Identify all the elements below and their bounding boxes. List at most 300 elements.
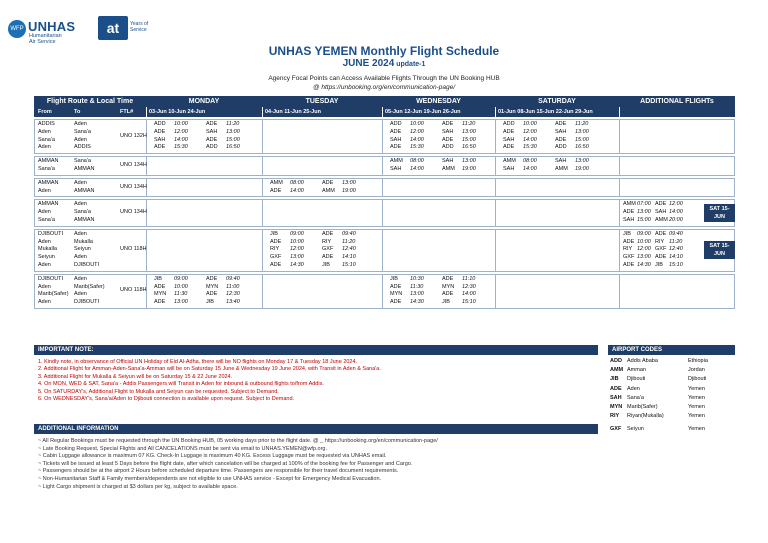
additional-leg-cell: ADE bbox=[623, 209, 635, 216]
airport-country: Ethiopia bbox=[688, 358, 708, 364]
to-header: To bbox=[74, 109, 81, 115]
flight-leg-cell: 19:00 bbox=[342, 187, 356, 194]
additional-leg-cell: 10:00 bbox=[637, 238, 651, 245]
flight-leg-cell: SAH bbox=[555, 128, 567, 135]
route-from: DJIBOUTI bbox=[38, 230, 64, 237]
additional-flight-date: SAT 22-JUN bbox=[709, 259, 730, 274]
column-divider bbox=[262, 178, 263, 198]
flight-leg-cell: 13:00 bbox=[410, 291, 424, 298]
column-divider bbox=[495, 199, 496, 226]
airport-code-row bbox=[610, 394, 735, 403]
additional-info-item: ~ Light Cargo shipment is charged at $3 dollars per kg, subject to available space. bbox=[38, 483, 238, 490]
route-from: AMMAN bbox=[38, 179, 59, 186]
column-divider bbox=[495, 119, 496, 154]
flight-leg-cell: 12:00 bbox=[523, 128, 537, 135]
route-from: Sana'a bbox=[38, 136, 55, 143]
airport-code-row bbox=[610, 366, 735, 375]
tuesday-dates: 04-Jun 11-Jun 25-Jun bbox=[265, 109, 321, 115]
additional-leg-cell: 11:20 bbox=[669, 238, 683, 245]
flight-leg-cell: 12:40 bbox=[342, 246, 356, 253]
important-note-item: 2. Additional Flight for Amman-Aden-Sana'a-Amman will be on Saturday 15 June & Wednesday 19 June 2024, with Transit in Aden & Sana'a. bbox=[38, 366, 381, 373]
update-tag: update-1 bbox=[394, 61, 426, 68]
column-divider bbox=[619, 156, 620, 176]
route-from: Seiyun bbox=[38, 254, 55, 261]
column-divider bbox=[495, 156, 496, 176]
additional-info-item: ~ Passengers should be at the airport 2 Hours before scheduled departure time. Passengers are responsible for their travel document requirements. bbox=[38, 468, 399, 475]
airport-code-row bbox=[610, 385, 735, 394]
flight-leg-cell: 14:30 bbox=[410, 299, 424, 306]
flight-leg-cell: 15:30 bbox=[410, 144, 424, 151]
flight-leg-cell: 13:00 bbox=[342, 179, 356, 186]
route-to: Sana'a bbox=[74, 128, 91, 135]
flight-leg-cell: ADE bbox=[390, 283, 402, 290]
important-note-item: 6. On WEDNESDAY's, Sana'a/Aden to Djibouti connection is available upon request. Subject to Demand. bbox=[38, 396, 295, 403]
route-to: Sana'a bbox=[74, 209, 91, 216]
route-from: Marib(Safer) bbox=[38, 291, 69, 298]
flight-leg-cell: 09:40 bbox=[226, 275, 240, 282]
additional-info-item: ~ All Regular Bookings must be requested through the UN Booking HUB, 05 working days prior to the flight date. @ _ https://unbooking.org/en/communication-page/ bbox=[38, 438, 438, 444]
route-to: Aden bbox=[74, 121, 87, 127]
column-divider bbox=[382, 119, 383, 154]
additional-leg-cell: 12:00 bbox=[637, 246, 651, 253]
flight-leg-cell: JIB bbox=[270, 230, 278, 237]
flight-leg-cell: 15:00 bbox=[462, 136, 476, 143]
route-from: Sana'a bbox=[38, 217, 55, 223]
flight-leg-cell: SAH bbox=[442, 158, 454, 165]
flight-leg-cell: 11:20 bbox=[462, 121, 476, 127]
route-from: DJIBOUTI bbox=[38, 275, 64, 282]
route-to: Aden bbox=[74, 254, 87, 261]
airport-codes-list bbox=[610, 357, 735, 439]
additional-flight-date: SAT 15-JUN bbox=[709, 206, 730, 221]
flight-leg-cell: MYN bbox=[206, 283, 219, 290]
flight-number: UNO 134H bbox=[120, 162, 147, 168]
flight-leg-cell: ADD bbox=[555, 144, 567, 151]
flight-leg-cell: ADE bbox=[206, 121, 218, 127]
additional-info-item: ~ Tickets will be issued at least 5 Days before the flight date, after which cancelation will be charged at 100% of the booking fee for Passenger and Cargo. bbox=[38, 460, 413, 467]
column-divider bbox=[262, 156, 263, 176]
column-divider bbox=[619, 199, 620, 226]
flight-leg-cell: 16:50 bbox=[226, 144, 240, 151]
saturday-dates: 01-Jun 08-Jun 15-Jun 22-Jun 29-Jun bbox=[498, 109, 593, 115]
flight-leg-cell: ADE bbox=[442, 291, 454, 298]
route-to: Marib(Safer) bbox=[74, 283, 105, 290]
additional-leg-cell: GXF bbox=[623, 254, 635, 261]
flight-leg-cell: 08:00 bbox=[523, 158, 537, 165]
flight-leg-cell: 10:00 bbox=[174, 283, 188, 290]
column-divider bbox=[262, 274, 263, 309]
saturday-header: SATURDAY bbox=[495, 96, 619, 107]
flight-leg-cell: 15:00 bbox=[575, 136, 589, 143]
column-divider bbox=[495, 178, 496, 198]
airport-name: Marib(Safer) bbox=[627, 403, 658, 410]
flight-leg-cell: 14:00 bbox=[174, 136, 188, 143]
flight-leg-cell: ADD bbox=[390, 121, 402, 127]
important-note-item: 3. Additional Flight for Mukalla & Seiyun will be on Saturday 15 & 22 June 2024. bbox=[38, 373, 233, 380]
airport-country: Djibouti bbox=[688, 376, 707, 383]
route-to: Sana'a bbox=[74, 158, 91, 165]
flight-leg-cell: MYN bbox=[390, 291, 403, 298]
flight-leg-cell: SAH bbox=[154, 136, 166, 143]
flight-leg-cell: MYN bbox=[154, 291, 167, 298]
flight-leg-cell: 14:00 bbox=[410, 166, 424, 172]
column-divider bbox=[262, 229, 263, 272]
flight-leg-cell: ADE bbox=[206, 136, 218, 143]
flight-leg-cell: 08:00 bbox=[410, 158, 424, 165]
flight-leg-cell: 11:10 bbox=[462, 275, 476, 282]
additional-leg-cell: 20:00 bbox=[669, 217, 683, 223]
airport-name: Djibouti bbox=[627, 376, 646, 383]
flight-leg-cell: 12:30 bbox=[226, 291, 240, 298]
flight-leg-cell: ADE bbox=[442, 275, 454, 282]
additional-leg-cell: 14:30 bbox=[637, 262, 651, 268]
airport-code: SAH bbox=[610, 394, 622, 401]
route-from: Sana'a bbox=[38, 166, 55, 172]
column-divider bbox=[382, 156, 383, 176]
flight-leg-cell: 09:40 bbox=[342, 230, 356, 237]
flight-leg-cell: MYN bbox=[442, 283, 455, 290]
header-separator bbox=[619, 107, 620, 117]
additional-leg-cell: RIY bbox=[623, 246, 633, 253]
route-from: Aden bbox=[38, 128, 51, 135]
airport-code-row bbox=[610, 412, 735, 421]
route-to: AMMAN bbox=[74, 187, 95, 194]
additional-leg-cell: 12:00 bbox=[669, 201, 683, 208]
flight-leg-cell: ADD bbox=[442, 144, 454, 151]
route-to: Mukalla bbox=[74, 238, 93, 245]
important-note-header: IMPORTANT NOTE: bbox=[34, 345, 598, 355]
route-from: Aden bbox=[38, 209, 51, 216]
flight-leg-cell: 10:00 bbox=[410, 121, 424, 127]
airport-code: ADE bbox=[610, 385, 622, 392]
flight-leg-cell: 12:00 bbox=[174, 128, 188, 135]
additional-leg-cell: ADE bbox=[655, 201, 667, 208]
additional-leg-cell: 13:00 bbox=[637, 254, 651, 261]
additional-leg-cell: ADE bbox=[655, 254, 667, 261]
flight-number: UNO 134H bbox=[120, 209, 147, 216]
important-note-item: 1. Kindly note, in observance of Official UN Holiday of Eid Al-Adha, there will be NO flights on Monday 17 & Tuesday 18 June 2024. bbox=[38, 359, 358, 365]
additional-leg-cell: 12:40 bbox=[669, 246, 683, 253]
route-from: Mukalla bbox=[38, 246, 57, 253]
route-from: Aden bbox=[38, 262, 51, 268]
column-divider bbox=[619, 119, 620, 154]
route-to: Aden bbox=[74, 291, 87, 298]
flight-leg-cell: ADE bbox=[270, 238, 282, 245]
additional-leg-cell: ADE bbox=[623, 238, 635, 245]
route-to: Aden bbox=[74, 201, 87, 208]
flight-leg-cell: 09:00 bbox=[174, 275, 188, 282]
flight-leg-cell: 12:00 bbox=[410, 128, 424, 135]
flight-leg-cell: SAH bbox=[503, 136, 515, 143]
flight-leg-cell: ADE bbox=[390, 128, 402, 135]
flight-leg-cell: JIB bbox=[206, 299, 214, 306]
airport-code: AMM bbox=[610, 367, 624, 374]
flight-leg-cell: ADE bbox=[555, 121, 567, 127]
tuesday-header: TUESDAY bbox=[262, 96, 382, 107]
additional-info-header: ADDITIONAL INFORMATION bbox=[34, 424, 598, 434]
airport-code: GXF bbox=[610, 426, 622, 433]
route-to: DJIBOUTI bbox=[74, 262, 100, 268]
route-to: Aden bbox=[74, 179, 87, 186]
flight-leg-cell: 13:00 bbox=[226, 128, 240, 135]
at20-logo: at 20 bbox=[98, 16, 128, 40]
additional-info-list bbox=[38, 438, 598, 491]
flight-leg-cell: GXF bbox=[270, 254, 282, 261]
flight-leg-cell: 13:00 bbox=[290, 254, 304, 261]
flight-leg-cell: 15:30 bbox=[174, 144, 188, 151]
flight-number: UNO 132H bbox=[120, 132, 147, 139]
flight-leg-cell: JIB bbox=[390, 275, 398, 282]
column-divider bbox=[262, 199, 263, 226]
additional-info-item: ~ Cabin Luggage allowance is maximum 07 KG. Check-In Luggage is maximum 40 KG. Excess Luggage must be requested via UNHAS email. bbox=[38, 453, 387, 460]
airport-country: Yemen bbox=[688, 426, 705, 433]
booking-hub-note: Agency Focal Points can Access Available Flights Through the UN Booking HUB bbox=[268, 75, 500, 82]
flight-leg-cell: 14:00 bbox=[410, 136, 424, 143]
route-from: Aden bbox=[38, 283, 51, 290]
flight-leg-cell: 11:30 bbox=[174, 291, 188, 298]
additional-leg-cell: JIB bbox=[655, 262, 663, 268]
airport-code: MYN bbox=[610, 403, 623, 410]
header-separator bbox=[146, 107, 147, 117]
airport-code-row bbox=[610, 403, 735, 412]
header-separator bbox=[262, 107, 263, 117]
airport-name: Riyan(Mukalla) bbox=[627, 413, 664, 420]
flight-leg-cell: ADE bbox=[270, 187, 282, 194]
column-divider bbox=[619, 178, 620, 198]
flight-leg-cell: ADE bbox=[206, 291, 218, 298]
flight-leg-cell: ADE bbox=[390, 144, 402, 151]
from-header: From bbox=[38, 109, 52, 115]
additional-leg-cell: 09:40 bbox=[669, 230, 683, 237]
flight-leg-cell: ADE bbox=[390, 299, 402, 306]
airport-code: ADD bbox=[610, 358, 622, 364]
route-from: Aden bbox=[38, 187, 51, 194]
flight-leg-cell: 19:00 bbox=[462, 166, 476, 172]
flight-leg-cell: 13:00 bbox=[174, 299, 188, 306]
airport-country: Jordan bbox=[688, 367, 705, 374]
column-divider bbox=[382, 178, 383, 198]
flight-leg-cell: ADE bbox=[322, 230, 334, 237]
flight-leg-cell: SAH bbox=[555, 158, 567, 165]
page-title: UNHAS YEMEN Monthly Flight Schedule bbox=[268, 44, 500, 58]
flight-leg-cell: 14:10 bbox=[342, 254, 356, 261]
route-from: AMMAN bbox=[38, 201, 59, 208]
flight-leg-cell: 10:00 bbox=[523, 121, 537, 127]
route-from: ADDIS bbox=[38, 121, 55, 127]
flight-leg-cell: 13:00 bbox=[462, 128, 476, 135]
flight-leg-cell: 10:00 bbox=[290, 238, 304, 245]
at20-logo-caption: Years of Service bbox=[130, 21, 149, 33]
airport-name: Amman bbox=[627, 367, 646, 374]
additional-flight-date: SAT 15-JUN bbox=[709, 243, 730, 258]
flight-leg-cell: 08:00 bbox=[290, 179, 304, 186]
flight-leg-cell: 15:30 bbox=[523, 144, 537, 151]
additional-leg-cell: ADE bbox=[623, 262, 635, 268]
column-divider bbox=[619, 274, 620, 309]
airport-code-row bbox=[610, 357, 735, 366]
additional-leg-cell: AMM bbox=[655, 217, 668, 223]
flight-leg-cell: AMM bbox=[322, 187, 335, 194]
additional-leg-cell: 15:00 bbox=[637, 217, 651, 223]
airport-name: Seiyun bbox=[627, 426, 644, 433]
route-to: AMMAN bbox=[74, 217, 95, 223]
route-to: Aden bbox=[74, 275, 87, 282]
flight-leg-cell: AMM bbox=[270, 179, 283, 186]
route-to: Aden bbox=[74, 136, 87, 143]
flight-leg-cell: ADD bbox=[206, 144, 218, 151]
route-to: Aden bbox=[74, 230, 87, 237]
route-from: Aden bbox=[38, 299, 51, 306]
flight-leg-cell: ADD bbox=[503, 121, 515, 127]
additional-leg-cell: AMM bbox=[623, 201, 636, 208]
flight-leg-cell: ADE bbox=[206, 275, 218, 282]
unhas-logo: UNHAS bbox=[28, 19, 76, 34]
additional-leg-cell: GXF bbox=[655, 246, 667, 253]
additional-leg-cell: 09:00 bbox=[637, 230, 651, 237]
additional-leg-cell: SAH bbox=[655, 209, 667, 216]
flight-leg-cell: 11:30 bbox=[410, 283, 424, 290]
additional-leg-cell: RIY bbox=[655, 238, 665, 245]
flight-leg-cell: 14:00 bbox=[290, 187, 304, 194]
additional-leg-cell: 14:10 bbox=[669, 254, 683, 261]
flight-leg-cell: ADE bbox=[154, 299, 166, 306]
flight-leg-cell: 16:50 bbox=[462, 144, 476, 151]
flight-leg-cell: 09:00 bbox=[290, 230, 304, 237]
important-note-list bbox=[38, 359, 598, 403]
airport-code-row bbox=[610, 421, 735, 439]
flight-leg-cell: 14:00 bbox=[523, 166, 537, 172]
wednesday-header: WEDNESDAY bbox=[382, 96, 495, 107]
wednesday-dates: 05-Jun 12-Jun 19-Jun 26-Jun bbox=[385, 109, 461, 115]
route-to: DJIBOUTI bbox=[74, 299, 100, 306]
flight-number: UNO 134H bbox=[120, 183, 147, 190]
airport-code: RIY bbox=[610, 413, 620, 420]
flight-leg-cell: SAH bbox=[390, 166, 402, 172]
column-divider bbox=[382, 274, 383, 309]
flight-leg-cell: JIB bbox=[322, 262, 330, 268]
flight-leg-cell: ADE bbox=[154, 283, 166, 290]
flight-leg-cell: ADE bbox=[154, 144, 166, 151]
header-separator bbox=[495, 107, 496, 117]
route-to: ADDIS bbox=[74, 144, 91, 151]
route-from: Aden bbox=[38, 238, 51, 245]
flight-leg-cell: 14:00 bbox=[462, 291, 476, 298]
airport-name: Sana'a bbox=[627, 394, 644, 401]
flight-leg-cell: 11:20 bbox=[226, 121, 240, 127]
flight-leg-cell: RIY bbox=[270, 246, 280, 253]
route-to: Seiyun bbox=[74, 246, 91, 253]
schedule-table bbox=[34, 96, 735, 320]
flight-leg-cell: 12:00 bbox=[290, 246, 304, 253]
flight-leg-cell: 15:10 bbox=[462, 299, 476, 306]
flight-leg-cell: SAH bbox=[442, 128, 454, 135]
airport-country: Yemen bbox=[688, 403, 705, 410]
column-divider bbox=[382, 229, 383, 272]
monday-dates: 03-Jun 10-Jun 24-Jun bbox=[149, 109, 206, 115]
additional-leg-cell: SAH bbox=[623, 217, 635, 223]
flight-leg-cell: 11:20 bbox=[342, 238, 356, 245]
header-separator bbox=[382, 107, 383, 117]
flight-leg-cell: 13:00 bbox=[575, 128, 589, 135]
column-divider bbox=[495, 274, 496, 309]
flight-leg-cell: 15:10 bbox=[342, 262, 356, 268]
flight-leg-cell: ADE bbox=[322, 179, 334, 186]
flight-leg-cell: 19:00 bbox=[575, 166, 589, 172]
flight-leg-cell: 12:30 bbox=[462, 283, 476, 290]
flight-leg-cell: JIB bbox=[442, 299, 450, 306]
flight-leg-cell: 14:30 bbox=[290, 262, 304, 268]
wfp-logo-icon: WFP bbox=[8, 20, 26, 38]
flight-leg-cell: 13:40 bbox=[226, 299, 240, 306]
airport-country: Yemen bbox=[688, 385, 705, 392]
flight-leg-cell: AMM bbox=[442, 166, 455, 172]
flight-leg-cell: RIY bbox=[322, 238, 332, 245]
page-subtitle: JUNE 2024 update-1 bbox=[342, 58, 426, 69]
flight-leg-cell: 15:00 bbox=[226, 136, 240, 143]
flight-leg-cell: 16:50 bbox=[575, 144, 589, 151]
flight-leg-cell: 11:00 bbox=[226, 283, 240, 290]
column-divider bbox=[495, 229, 496, 272]
important-note-item: 5. On SATURDAY's, Additional Flight to Mukalla and Seiyun can be requested. Subject to Demand. bbox=[38, 388, 279, 395]
flight-leg-cell: AMM bbox=[390, 158, 403, 165]
important-note-item: 4. On MON, WED & SAT, Sana'a - Addis Passengers will Transit in Aden for inbound & outbound flights to/from Addis. bbox=[38, 381, 324, 388]
column-divider bbox=[262, 119, 263, 154]
monday-header: MONDAY bbox=[146, 96, 262, 107]
airport-country: Yemen bbox=[688, 413, 705, 420]
flight-number: UNO 118H bbox=[120, 246, 147, 253]
flight-leg-cell: ADE bbox=[442, 136, 454, 143]
flight-leg-cell: JIB bbox=[154, 275, 162, 282]
flight-leg-cell: ADE bbox=[503, 144, 515, 151]
additional-leg-cell: 13:00 bbox=[637, 209, 651, 216]
unhas-logo-subtitle: Humanitarian Air Service bbox=[29, 33, 62, 45]
additional-leg-cell: JIB bbox=[623, 230, 631, 237]
flight-leg-cell: GXF bbox=[322, 246, 334, 253]
flight-leg-cell: 13:00 bbox=[462, 158, 476, 165]
flight-leg-cell: SAH bbox=[503, 166, 515, 172]
flight-leg-cell: 11:20 bbox=[575, 121, 589, 127]
flight-leg-cell: 13:00 bbox=[575, 158, 589, 165]
flight-leg-cell: 10:30 bbox=[410, 275, 424, 282]
flight-leg-cell: ADE bbox=[154, 128, 166, 135]
flight-leg-cell: 10:00 bbox=[174, 121, 188, 127]
additional-leg-cell: 14:00 bbox=[669, 209, 683, 216]
airport-name: Addis Ababa bbox=[627, 358, 658, 364]
flight-leg-cell: ADE bbox=[503, 128, 515, 135]
additional-info-item: ~ Late Booking Request, Special Flights and All CANCELATIONS must be sent via email to UNHAS.YEMEN@wfp.org. bbox=[38, 445, 328, 452]
column-divider bbox=[619, 229, 620, 272]
airport-codes-header: AIRPORT CODES bbox=[608, 345, 735, 355]
route-header: Flight Route & Local Time bbox=[34, 96, 146, 107]
ftl-header: FTL# bbox=[120, 109, 134, 115]
route-from: Aden bbox=[38, 144, 51, 151]
additional-flight-date: WED 19-JUN bbox=[708, 222, 731, 237]
flight-leg-cell: ADD bbox=[154, 121, 166, 127]
additional-flight-dates bbox=[704, 204, 735, 237]
route-from: AMMAN bbox=[38, 158, 59, 165]
additional-info-item: ~ Non-Humanitarian Staff & Family members/dependents are not eligible to use UNHAS service - Except for Emergency Medical Evacuation. bbox=[38, 475, 382, 482]
flight-leg-cell: ADE bbox=[555, 136, 567, 143]
airport-name: Aden bbox=[627, 385, 640, 392]
booking-hub-link[interactable]: @ https://unbooking.org/en/communication-page/ bbox=[312, 84, 456, 91]
flight-leg-cell: 14:00 bbox=[523, 136, 537, 143]
additional-flights-header: ADDITIONAL FLIGHTs bbox=[619, 96, 735, 107]
airport-code: JIB bbox=[610, 376, 619, 383]
flight-number: UNO 118H bbox=[120, 287, 147, 294]
flight-leg-cell: ADE bbox=[270, 262, 282, 268]
route-to: AMMAN bbox=[74, 166, 95, 172]
column-divider bbox=[382, 199, 383, 226]
